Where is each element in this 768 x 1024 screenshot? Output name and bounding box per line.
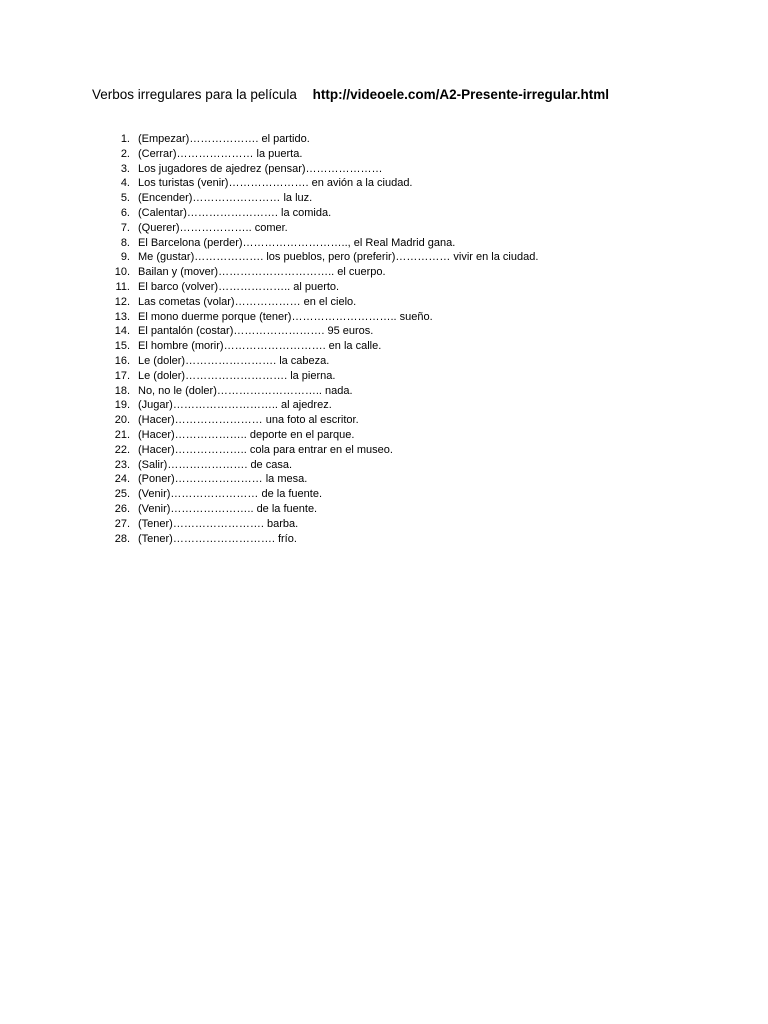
item-number: 10. <box>114 266 130 279</box>
item-number: 6. <box>120 206 130 219</box>
title-text: Verbos irregulares para la película <box>92 87 297 102</box>
item-number: 8. <box>120 236 130 249</box>
item-text: (Poner)…………………… la mesa. <box>138 473 308 486</box>
item-number: 24. <box>114 473 130 486</box>
item-text: (Tener)……………………. barba. <box>138 517 299 530</box>
item-text: Le (doler)……………………. la cabeza. <box>138 354 330 367</box>
item-text: (Encender)…………………… la luz. <box>138 192 313 205</box>
item-text: (Querer)……………….. comer. <box>138 221 288 234</box>
item-number: 23. <box>114 458 130 471</box>
item-number: 5. <box>120 192 130 205</box>
item-text: (Venir)…………………… de la fuente. <box>138 488 323 501</box>
item-number: 9. <box>120 251 130 264</box>
item-text: El barco (volver)……………….. al puerto. <box>138 280 340 293</box>
item-number: 21. <box>114 428 130 441</box>
item-number: 16. <box>114 354 130 367</box>
item-text: (Venir)………………….. de la fuente. <box>138 502 318 515</box>
item-number: 20. <box>114 414 130 427</box>
item-number: 7. <box>120 221 130 234</box>
item-text: (Hacer)……………….. cola para entrar en el museo. <box>138 443 393 456</box>
item-number: 22. <box>114 443 130 456</box>
item-text: El mono duerme porque (tener)……………………….. sueño. <box>138 310 433 323</box>
item-text: Las cometas (volar)……………… en el cielo. <box>138 295 357 308</box>
item-number: 11. <box>115 280 130 293</box>
item-text: (Jugar)……………………….. al ajedrez. <box>138 399 332 412</box>
item-number: 2. <box>120 147 130 160</box>
item-number: 4. <box>120 177 130 190</box>
item-number: 25. <box>114 488 130 501</box>
item-text: Le (doler)………………………. la pierna. <box>138 369 336 382</box>
source-url: http://videoele.com/A2-Presente-irregular.html <box>312 87 609 102</box>
item-text: El hombre (morir)………………………. en la calle. <box>138 340 382 353</box>
item-number: 15. <box>114 340 130 353</box>
item-text: (Tener)………………………. frío. <box>138 532 297 545</box>
item-number: 3. <box>120 162 130 175</box>
page-title <box>92 86 609 104</box>
item-text: (Empezar)………………. el partido. <box>138 133 310 145</box>
item-text: No, no le (doler)……………………….. nada. <box>138 384 353 397</box>
item-number: 28. <box>114 532 130 545</box>
item-number: 12. <box>114 295 130 308</box>
item-number: 13. <box>114 310 130 323</box>
item-number: 14. <box>114 325 130 338</box>
item-number: 19. <box>114 399 130 412</box>
item-number: 27. <box>114 517 130 530</box>
item-text: Los jugadores de ajedrez (pensar)………………… <box>138 162 383 175</box>
item-number: 17. <box>114 369 130 382</box>
item-text: Bailan y (mover)………………………….. el cuerpo. <box>138 266 386 279</box>
item-text: (Hacer)……………….. deporte en el parque. <box>138 428 355 441</box>
item-text: (Hacer)…………………… una foto al escritor. <box>138 414 359 427</box>
item-text: El Barcelona (perder)……………………….., el Real Madrid gana. <box>138 236 456 249</box>
item-text: Me (gustar)………………. los pueblos, pero (preferir)…………… vivir en la ciudad. <box>138 251 539 264</box>
item-text: El pantalón (costar)……………………. 95 euros. <box>138 325 374 338</box>
item-number: 26. <box>114 502 130 515</box>
item-text: (Cerrar)………………… la puerta. <box>138 147 303 160</box>
item-text: Los turistas (venir)…………………. en avión a la ciudad. <box>138 177 413 190</box>
item-number: 18. <box>114 384 130 397</box>
item-text: (Salir)…………………. de casa. <box>138 458 293 471</box>
item-number: 1. <box>120 133 130 145</box>
item-text: (Calentar)……………………. la comida. <box>138 206 332 219</box>
